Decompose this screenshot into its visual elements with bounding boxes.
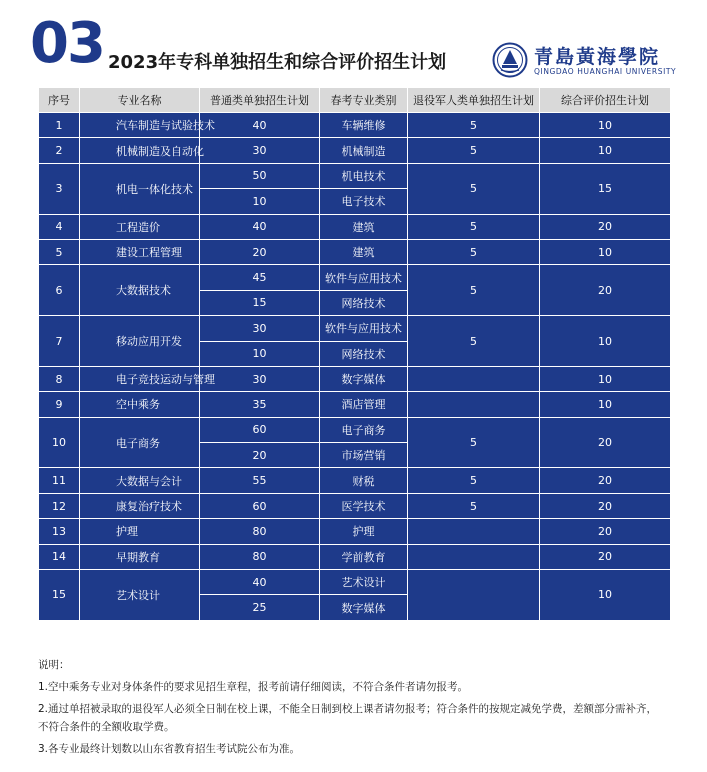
cell-comprehensive-plan: 10 [540, 366, 671, 391]
page-title: 2023年专科单独招生和综合评价招生计划 [108, 52, 447, 73]
cell-general-plan: 60 [200, 493, 320, 518]
section-number: 03 [30, 11, 104, 76]
cell-veteran-plan: 5 [408, 417, 540, 468]
university-logo [492, 40, 692, 84]
cell-veteran-plan [408, 570, 540, 621]
table-row [39, 519, 671, 544]
cell-spring-category: 数字媒体 [320, 595, 408, 620]
cell-no: 8 [39, 366, 80, 391]
table-row [39, 468, 671, 493]
cell-spring-category: 建筑 [320, 214, 408, 239]
cell-spring-category: 护理 [320, 519, 408, 544]
cell-general-plan: 20 [200, 443, 320, 468]
cell-spring-category: 软件与应用技术 [320, 316, 408, 341]
header-cell-no: 序号 [39, 88, 80, 113]
university-emblem-icon [492, 42, 528, 78]
cell-general-plan: 80 [200, 544, 320, 569]
cell-no: 13 [39, 519, 80, 544]
cell-major: 汽车制造与试验技术 [80, 113, 200, 138]
cell-veteran-plan [408, 544, 540, 569]
note-item: 2.通过单招被录取的退役军人必须全日制在校上课，不能全日制到校上课者请勿报考；符合条件的按规定减免学费，差额部分需补齐， [38, 703, 658, 715]
cell-major: 护理 [80, 519, 200, 544]
notes-section [38, 656, 678, 762]
table-body [39, 113, 671, 621]
table-row [39, 265, 671, 290]
cell-veteran-plan: 5 [408, 214, 540, 239]
cell-veteran-plan: 5 [408, 239, 540, 264]
cell-spring-category: 学前教育 [320, 544, 408, 569]
cell-veteran-plan [408, 392, 540, 417]
table-row [39, 417, 671, 442]
cell-veteran-plan: 5 [408, 468, 540, 493]
logo-chinese-name: 青島黃海學院 [534, 46, 661, 68]
cell-no: 6 [39, 265, 80, 316]
cell-comprehensive-plan: 10 [540, 138, 671, 163]
cell-general-plan: 30 [200, 366, 320, 391]
cell-major: 建设工程管理 [80, 239, 200, 264]
header-cell-general-plan: 普通类单独招生计划 [200, 88, 320, 113]
cell-spring-category: 医学技术 [320, 493, 408, 518]
cell-veteran-plan: 5 [408, 138, 540, 163]
cell-comprehensive-plan: 10 [540, 113, 671, 138]
cell-veteran-plan: 5 [408, 113, 540, 138]
cell-veteran-plan: 5 [408, 493, 540, 518]
table-row [39, 239, 671, 264]
header-cell-major: 专业名称 [80, 88, 200, 113]
cell-major: 空中乘务 [80, 392, 200, 417]
cell-major: 工程造价 [80, 214, 200, 239]
table-row [39, 316, 671, 341]
cell-no: 9 [39, 392, 80, 417]
cell-general-plan: 30 [200, 138, 320, 163]
cell-spring-category: 机电技术 [320, 163, 408, 188]
cell-major: 机电一体化技术 [80, 163, 200, 214]
cell-general-plan: 25 [200, 595, 320, 620]
cell-general-plan: 30 [200, 316, 320, 341]
cell-comprehensive-plan: 10 [540, 570, 671, 621]
cell-major: 早期教育 [80, 544, 200, 569]
note-item-continued: 不符合条件的全额收取学费。 [38, 721, 175, 733]
cell-veteran-plan [408, 366, 540, 391]
cell-no: 3 [39, 163, 80, 214]
table-row [39, 138, 671, 163]
header-cell-spring-category: 春考专业类别 [320, 88, 408, 113]
cell-general-plan: 10 [200, 341, 320, 366]
cell-spring-category: 网络技术 [320, 341, 408, 366]
cell-comprehensive-plan: 10 [540, 239, 671, 264]
table-row [39, 214, 671, 239]
table-row [39, 493, 671, 518]
cell-no: 5 [39, 239, 80, 264]
table-row [39, 113, 671, 138]
cell-general-plan: 40 [200, 214, 320, 239]
cell-general-plan: 60 [200, 417, 320, 442]
cell-spring-category: 酒店管理 [320, 392, 408, 417]
cell-general-plan: 20 [200, 239, 320, 264]
cell-general-plan: 35 [200, 392, 320, 417]
cell-spring-category: 机械制造 [320, 138, 408, 163]
cell-comprehensive-plan: 10 [540, 392, 671, 417]
cell-major: 机械制造及自动化 [80, 138, 200, 163]
cell-comprehensive-plan: 20 [540, 493, 671, 518]
cell-spring-category: 艺术设计 [320, 570, 408, 595]
cell-general-plan: 40 [200, 570, 320, 595]
cell-veteran-plan: 5 [408, 163, 540, 214]
cell-spring-category: 电子技术 [320, 189, 408, 214]
table-row [39, 163, 671, 188]
cell-spring-category: 车辆维修 [320, 113, 408, 138]
cell-general-plan: 40 [200, 113, 320, 138]
cell-spring-category: 建筑 [320, 239, 408, 264]
table-row [39, 570, 671, 595]
cell-major: 移动应用开发 [80, 316, 200, 367]
cell-general-plan: 80 [200, 519, 320, 544]
cell-major: 大数据与会计 [80, 468, 200, 493]
header-cell-veteran-plan: 退役军人类单独招生计划 [408, 88, 540, 113]
cell-general-plan: 10 [200, 189, 320, 214]
page-header [0, 0, 707, 88]
cell-no: 7 [39, 316, 80, 367]
cell-general-plan: 55 [200, 468, 320, 493]
cell-comprehensive-plan: 20 [540, 265, 671, 316]
cell-comprehensive-plan: 10 [540, 316, 671, 367]
cell-no: 1 [39, 113, 80, 138]
cell-no: 15 [39, 570, 80, 621]
cell-comprehensive-plan: 20 [540, 417, 671, 468]
table-row [39, 366, 671, 391]
cell-general-plan: 15 [200, 290, 320, 315]
table-row [39, 544, 671, 569]
cell-spring-category: 市场营销 [320, 443, 408, 468]
cell-no: 14 [39, 544, 80, 569]
cell-major: 电子竞技运动与管理 [80, 366, 200, 391]
cell-veteran-plan: 5 [408, 265, 540, 316]
cell-general-plan: 45 [200, 265, 320, 290]
cell-spring-category: 网络技术 [320, 290, 408, 315]
cell-no: 11 [39, 468, 80, 493]
notes-heading: 说明： [38, 659, 70, 671]
note-item: 3.各专业最终计划数以山东省教育招生考试院公布为准。 [38, 743, 301, 755]
cell-spring-category: 财税 [320, 468, 408, 493]
cell-no: 2 [39, 138, 80, 163]
cell-spring-category: 软件与应用技术 [320, 265, 408, 290]
cell-major: 电子商务 [80, 417, 200, 468]
cell-no: 4 [39, 214, 80, 239]
cell-no: 10 [39, 417, 80, 468]
cell-comprehensive-plan: 20 [540, 544, 671, 569]
cell-veteran-plan: 5 [408, 316, 540, 367]
enrollment-plan-table [38, 87, 671, 621]
cell-spring-category: 数字媒体 [320, 366, 408, 391]
cell-comprehensive-plan: 15 [540, 163, 671, 214]
header-cell-comprehensive-plan: 综合评价招生计划 [540, 88, 671, 113]
table-row [39, 392, 671, 417]
cell-spring-category: 电子商务 [320, 417, 408, 442]
note-item: 1.空中乘务专业对身体条件的要求见招生章程，报考前请仔细阅读，不符合条件者请勿报考。 [38, 681, 469, 693]
logo-english-name: QINGDAO HUANGHAI UNIVERSITY [534, 67, 677, 76]
table-header-row [39, 88, 671, 113]
cell-no: 12 [39, 493, 80, 518]
cell-major: 艺术设计 [80, 570, 200, 621]
cell-veteran-plan [408, 519, 540, 544]
cell-major: 大数据技术 [80, 265, 200, 316]
cell-general-plan: 50 [200, 163, 320, 188]
cell-comprehensive-plan: 20 [540, 468, 671, 493]
cell-comprehensive-plan: 20 [540, 214, 671, 239]
cell-comprehensive-plan: 20 [540, 519, 671, 544]
cell-major: 康复治疗技术 [80, 493, 200, 518]
